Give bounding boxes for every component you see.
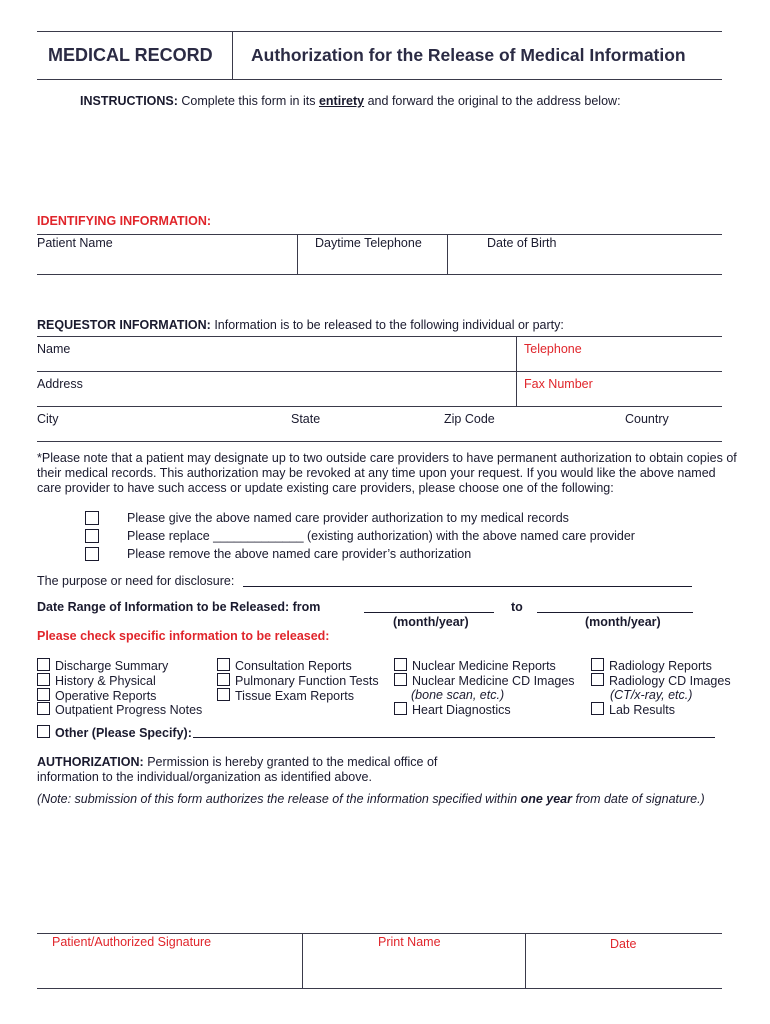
instructions-text-after: and forward the original to the address below:: [367, 94, 621, 108]
purpose-field[interactable]: [243, 586, 692, 587]
check-label: Radiology Reports: [609, 659, 712, 673]
check-label: Discharge Summary: [55, 659, 169, 673]
signature-divider-1: [302, 933, 303, 989]
signature-label: Patient/Authorized Signature: [52, 935, 212, 949]
provider-note-line-1: *Please note that a patient may designate up to two outside care providers to have permanent authorization to obtain copies of: [37, 451, 737, 465]
other-item[interactable]: [37, 725, 192, 740]
checkbox[interactable]: [37, 702, 50, 715]
check-item[interactable]: [591, 673, 731, 688]
requestor-name-label: Name: [37, 342, 71, 356]
section-title: MEDICAL RECORD: [48, 45, 213, 65]
date-of-birth-field[interactable]: [447, 274, 722, 275]
check-item[interactable]: [37, 673, 156, 688]
authorization-line-2: information to the individual/organization as identified above.: [37, 770, 372, 784]
requestor-city-label: City: [37, 412, 59, 426]
checkbox[interactable]: [37, 688, 50, 701]
requestor-country-label: Country: [625, 412, 669, 426]
identifying-top-rule: [37, 234, 722, 235]
checkbox[interactable]: [394, 673, 407, 686]
other-label: Other (Please Specify):: [55, 726, 192, 740]
checkbox[interactable]: [394, 702, 407, 715]
signature-top-rule: [37, 933, 722, 934]
check-label: Nuclear Medicine CD Images: [412, 674, 575, 688]
signature-field[interactable]: [37, 988, 302, 989]
authorization-note: [37, 792, 705, 806]
patient-name-field[interactable]: [37, 274, 297, 275]
requestor-heading: REQUESTOR INFORMATION:: [37, 318, 211, 332]
identifying-heading: IDENTIFYING INFORMATION:: [37, 214, 212, 228]
provider-note: [37, 451, 737, 496]
print-name-field[interactable]: [302, 988, 525, 989]
date-range-label: Date Range of Information to be Released: from: [37, 600, 321, 614]
checkbox[interactable]: [37, 658, 50, 671]
authorization-note-after: from date of signature.): [575, 792, 705, 806]
provider-option-checkbox-2[interactable]: [85, 529, 99, 543]
check-item[interactable]: [394, 702, 511, 717]
check-label: Nuclear Medicine Reports: [412, 659, 556, 673]
purpose-label: The purpose or need for disclosure:: [37, 574, 235, 588]
provider-option-label-3: Please remove the above named care provider’s authorization: [127, 547, 472, 561]
daytime-telephone-label: Daytime Telephone: [315, 236, 422, 250]
requestor-fax-label: Fax Number: [524, 377, 593, 391]
check-item[interactable]: [37, 702, 202, 717]
check-sublabel: (bone scan, etc.): [411, 688, 505, 702]
identifying-divider-1: [297, 234, 298, 275]
requestor-city-field[interactable]: [37, 441, 722, 442]
authorization-block: [37, 755, 437, 785]
check-label: Lab Results: [609, 703, 676, 717]
provider-option-checkbox-1[interactable]: [85, 511, 99, 525]
authorization-line-1: Permission is hereby granted to the medical office of: [147, 755, 438, 769]
check-item[interactable]: [591, 658, 712, 673]
check-label: History & Physical: [55, 674, 156, 688]
date-range-to-label: to: [511, 600, 523, 614]
check-label: Tissue Exam Reports: [235, 689, 355, 703]
checkbox[interactable]: [591, 702, 604, 715]
date-label: Date: [610, 937, 637, 951]
daytime-telephone-field[interactable]: [297, 274, 447, 275]
month-year-from-label: (month/year): [393, 615, 469, 629]
checkbox[interactable]: [217, 658, 230, 671]
month-year-to-label: (month/year): [585, 615, 661, 629]
requestor-name-field[interactable]: [37, 371, 722, 372]
check-sublabel: (CT/x-ray, etc.): [610, 688, 693, 702]
header-divider: [232, 31, 233, 79]
check-label: Pulmonary Function Tests: [235, 674, 379, 688]
check-item[interactable]: [37, 688, 156, 703]
date-range-to-field[interactable]: [537, 612, 693, 613]
check-item[interactable]: [394, 673, 575, 688]
checkbox[interactable]: [591, 658, 604, 671]
other-specify-field[interactable]: [193, 737, 715, 738]
provider-option-label-1: Please give the above named care provider authorization to my medical records: [127, 511, 569, 525]
requestor-subtext: Information is to be released to the following individual or party:: [214, 318, 564, 332]
requestor-rule-1: [37, 336, 722, 337]
specific-heading: Please check specific information to be released:: [37, 629, 330, 643]
authorization-label: AUTHORIZATION:: [37, 755, 144, 769]
requestor-heading-row: [37, 318, 564, 332]
instructions-label: INSTRUCTIONS:: [80, 94, 178, 108]
requestor-zip-label: Zip Code: [444, 412, 495, 426]
check-label: Operative Reports: [55, 689, 157, 703]
provider-option-label-2: Please replace _____________ (existing authorization) with the above named care provider: [127, 529, 635, 543]
date-range-from-field[interactable]: [364, 612, 494, 613]
instructions: [80, 94, 621, 108]
provider-note-line-2: their medical records. This authorization may be revoked at any time upon your request. If you would like the above named: [37, 466, 716, 480]
checkbox[interactable]: [591, 673, 604, 686]
instructions-emphasis: entirety: [318, 94, 365, 108]
checkbox[interactable]: [394, 658, 407, 671]
provider-note-line-3: care provider to have such access or update existing care providers, please choose one of the following:: [37, 481, 614, 495]
provider-option-checkbox-3[interactable]: [85, 547, 99, 561]
check-item[interactable]: [591, 702, 675, 717]
checkbox[interactable]: [217, 688, 230, 701]
check-label: Radiology CD Images: [609, 674, 731, 688]
patient-name-label: Patient Name: [37, 236, 113, 250]
check-label: Consultation Reports: [235, 659, 352, 673]
checkbox[interactable]: [37, 673, 50, 686]
authorization-note-before: (Note: submission of this form authorizes the release of the information specified within: [37, 792, 518, 806]
check-label: Outpatient Progress Notes: [55, 703, 203, 717]
check-item[interactable]: [217, 658, 352, 673]
date-field[interactable]: [525, 988, 722, 989]
check-item[interactable]: [37, 658, 168, 673]
checkbox[interactable]: [217, 673, 230, 686]
instructions-text-before: Complete this form in its: [181, 94, 316, 108]
checkbox[interactable]: [37, 725, 50, 738]
requestor-address-label: Address: [37, 377, 83, 391]
check-item[interactable]: [217, 688, 354, 703]
identifying-divider-2: [447, 234, 448, 275]
page-title: Authorization for the Release of Medical Information: [251, 45, 686, 65]
requestor-telephone-label: Telephone: [524, 342, 582, 356]
date-of-birth-label: Date of Birth: [487, 236, 557, 250]
authorization-note-bold: one year: [520, 792, 572, 806]
header-bottom-rule: [37, 79, 722, 80]
check-item[interactable]: [394, 658, 556, 673]
signature-divider-2: [525, 933, 526, 989]
requestor-state-label: State: [291, 412, 321, 426]
header-top-rule: [37, 31, 722, 32]
print-name-label: Print Name: [378, 935, 441, 949]
requestor-address-field[interactable]: [37, 406, 722, 407]
check-item[interactable]: [217, 673, 379, 688]
check-label: Heart Diagnostics: [412, 703, 511, 717]
